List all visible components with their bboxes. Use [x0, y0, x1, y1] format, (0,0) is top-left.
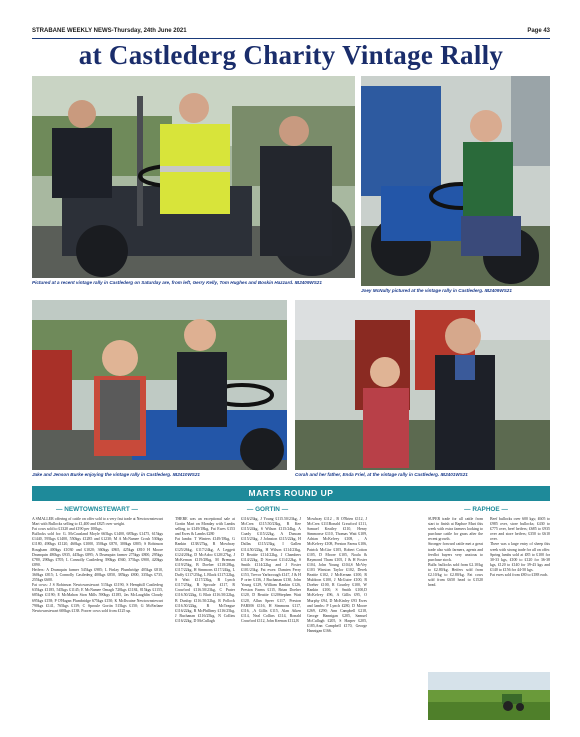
paragraph: THERE was an exceptional sale at Gortin Mart on Monday with Lambs selling to £149/18kg, Fat Ewes £153 and Ewes & Lambs £280 — [175, 517, 235, 537]
paragraph: Fat cows: J S Robinson Newtownstewart 515kgs £1190, S Hemphill Castlederg 635kgs £1185, 545kgs £1145; E McNamee Omagh 720kgs £1184, 815kgs £1155, 685kgs £1190; E McMahon Sion Mills 590kgs £1185, Jas McLaughlin Cloudy 695kgs £158; P O'Hagan Plumbridge 675kgs £150; K McIlwaine Newtownstewart 790kgs £141, 765kgs £139; C Sproule Gortin 515kgs £150; G McFarlane Newtownstewart 600kgs £138. Poorer cows sold from £125 up. — [32, 583, 163, 613]
photo-joey-tractor — [361, 76, 550, 286]
paragraph: Fat lambs: T Winters £149/18kg, G Rankin £138/27kg, R Mowbray £125/26kg, £117/24kg, A Leggett £124/20kg, D McAdoo £120/27kg, J McKernan £119/28kg, M Brennan £119/25kg, B Doeher £118/28kg, £117/22kg, H Simmons £117/24kg, L Duffy £117/25kg, L Black £117/22kg, S Watt £117/23kg, B Lynch £117/25kg, R Sproule £117, R Crawford £116.50/23kg, C Prater £116.50/22kg, G Blair £116.50/22kg, B Dunlop £116.50/22kg, R Pollock £116.50/22kg, R McTeague £116/22kg, R McPhillimy £116/25kg, J Buchanan £116/25kg, N Collins £116/22kg, D McCullagh — [175, 537, 235, 623]
photo-burke-boys — [32, 300, 287, 470]
column-gortin-3 — [307, 517, 367, 722]
section-head-newtownstewart: — NEWTOWNSTEWART — — [56, 506, 138, 513]
photo-field-tractor — [428, 672, 550, 720]
photo-illustration — [295, 300, 550, 470]
paragraph: Heifers: A Drumquin farmer 545kgs £985; L Finlay Plumbridge 405kgs £810, 360kgs £815; L Connolly Castlederg 400kgs £850, 385kgs £800, 335kgs £735, 255kgs £600. — [32, 567, 163, 583]
photo-illustration — [428, 672, 550, 720]
marts-round-up-banner: MARTS ROUND UP — [32, 486, 550, 501]
paragraph: There was a large entry of sheep this week with strong trade for all on offer. — [490, 542, 550, 552]
column-raphoe-2 — [490, 517, 550, 667]
column-gortin-1 — [175, 517, 235, 722]
photo-illustration — [32, 76, 355, 278]
column-raphoe-1 — [428, 517, 483, 667]
paragraph: SUPER trade for all cattle from start to finish at Raphoe Mart this week with extra farmers looking to purchase cattle for grass after the recent growth. — [428, 517, 483, 542]
column-gortin-2 — [241, 517, 301, 722]
paragraph: Beef bullocks over 600 kgs; £605 to £985 over, store bullocks; £430 to £775 over, beef heifers; £685 to £935 over and store heifers; £350 to £610 over. — [490, 517, 550, 542]
photo-illustration — [32, 300, 287, 470]
section-head-raphoe: — RAPHOE — — [464, 506, 508, 513]
photo4-caption: Corah and her father, Enda Friel, at the vintage rally in Castlederg. IB2401WS21 — [295, 472, 468, 477]
photo3-caption: Jake and Jenson Burke enjoying the vintage rally in Castlederg. IB2410WS21 — [32, 472, 200, 477]
paragraph: £116/23kg, J Young £115.50/23kg, J McCrea £115.50/23kg, R Kee £115/24kg, S Wilson £115/24kg, A Coady £115/22kg, A Duncan £115/23kg, J Johnston £115/22kg, H Dallas £115/23kg, I Gallen £114.50/22kg, H Wilson £114/23kg, D Beattie £114/22kg, J Chambers £114/22kg, D Stewart £114/22kg, S Smith £114/22kg and J Foster £101/23kg. Fat ewes: Damien Ferry £153, Trevor Yarborough £147, J & H P orter £136, J Buchanan £130, John Young £129, William Rankin £126, Preston Farms £115, Brian Doeher £120, D Beattie £120Stephen Watt £120, Allan Speer £117, Preston FARMS £116, H Simmons £117, £116, ,A Gillis £115, Alan Aiken £114, Neal Collins £114, Ronald Crawford £112, John Keenan £112,R — [241, 517, 301, 623]
paragraph: Mowbray £112 , B O'Brien £112, J McCrea £111Ronald Crawford £111, Samuel Keatley £110, Henry Simmonse £110, Thomas Watt £109, Adrian McKelvey £108, , A McKelvey £108, Preston Farms £106, Patrick McGirr £105, Robert Cotton £105, D Moore £105, Noala & Raymond Tham £105, J & H Foster £104, John Young £104,S McVey £103 Winston Taylor £102, Derek Beattie £102, J McKernan £100, R Muldoon £100, J McGuire £100, B Doeher £100, R Gourley £100, W Rankin £100, S Smith £100,D McKelvey £96, A Gillis £95, O Murphy £94, D McKinley £93 Ewes and lambs: P Lynch £280, D Moore £269, £290; Ann Campbell £218, George Hannigan £205, Samuel McCullagh £205, S Harper £205, £185,Ann Campbell £170, George Hannigan £166. — [307, 517, 367, 634]
page-headline: at Castlederg Charity Vintage Rally — [78, 40, 504, 70]
section-head-gortin: — GORTIN — — [246, 506, 289, 513]
photo-illustration — [361, 76, 550, 286]
paragraph: Fat ewes sold from £80 to £188 each. — [490, 573, 549, 578]
photo-friel-family — [295, 300, 550, 470]
paragraph: Fat cows sold to £1320 and £190 per 100kgs. — [32, 527, 103, 532]
paragraph: Bullocks sold for: G. McCausland Moyle 665kgs £1400, 685kgs £1475, 615kgs £1440, 595kgs £1400, 550kgs £1285 and £1230; M A McNamee Crosh 530kgs £1180, 490kgs £1120, 460kgs £1000, 350kgs £870, 300kgs £805; S Robinson Rougham 400kgs £1030 and £1020; 360kgs £865, 425kgs £810 H Moore Drumquin 480kgs £935, 445kgs £895; A Drumquin farmer 275kgs £800, 295kgs £780, 290kgs £705; L Connolly Castlederg 390kgs £940, 375kgs £900, 420kgs £890. — [32, 532, 163, 567]
photo2-caption: Joey McNulty pictured at the vintage rally in Castlederg. IB2409WS21 — [361, 288, 512, 293]
page-number: Page 43 — [527, 28, 550, 34]
photo1-caption: Pictured at a recent vintage rally in Castlederg on Saturday are, from left, Gerry Kelly, Tom Hughes and Boskin Hazzard. IB2409WS21 — [32, 280, 322, 285]
newspaper-dateline: STRABANE WEEKLY NEWS-Thursday, 24th June 2021 — [32, 28, 187, 34]
paragraph: Bulls: bullocks sold from £2.10/kg to £2.80/kg. Heifers sold from £2.10/kg to £2.80/kg. Fat cows sold from £650 head to £1520 head. — [428, 562, 483, 588]
photo-three-men-tractor — [32, 76, 355, 278]
paragraph: Spring lambs sold at £85 to £100 for 30-33 kgs, £100 to £120 for 36-38 kgs, £120 to £140 for 39-43 kgs and £140 to £156 for 44-50 kgs. — [490, 552, 550, 572]
paragraph: Stronger forward cattle met a great trade also with farmers, agents and feedlot buyers very anxious to purchase stock. — [428, 542, 483, 562]
paragraph: A SMALLER offering of cattle on offer sold to a very fast trade at Newtownstewart Mart with Bullocks selling to £1,400 and £825 over weight. — [32, 517, 163, 527]
column-newtownstewart — [32, 517, 163, 722]
